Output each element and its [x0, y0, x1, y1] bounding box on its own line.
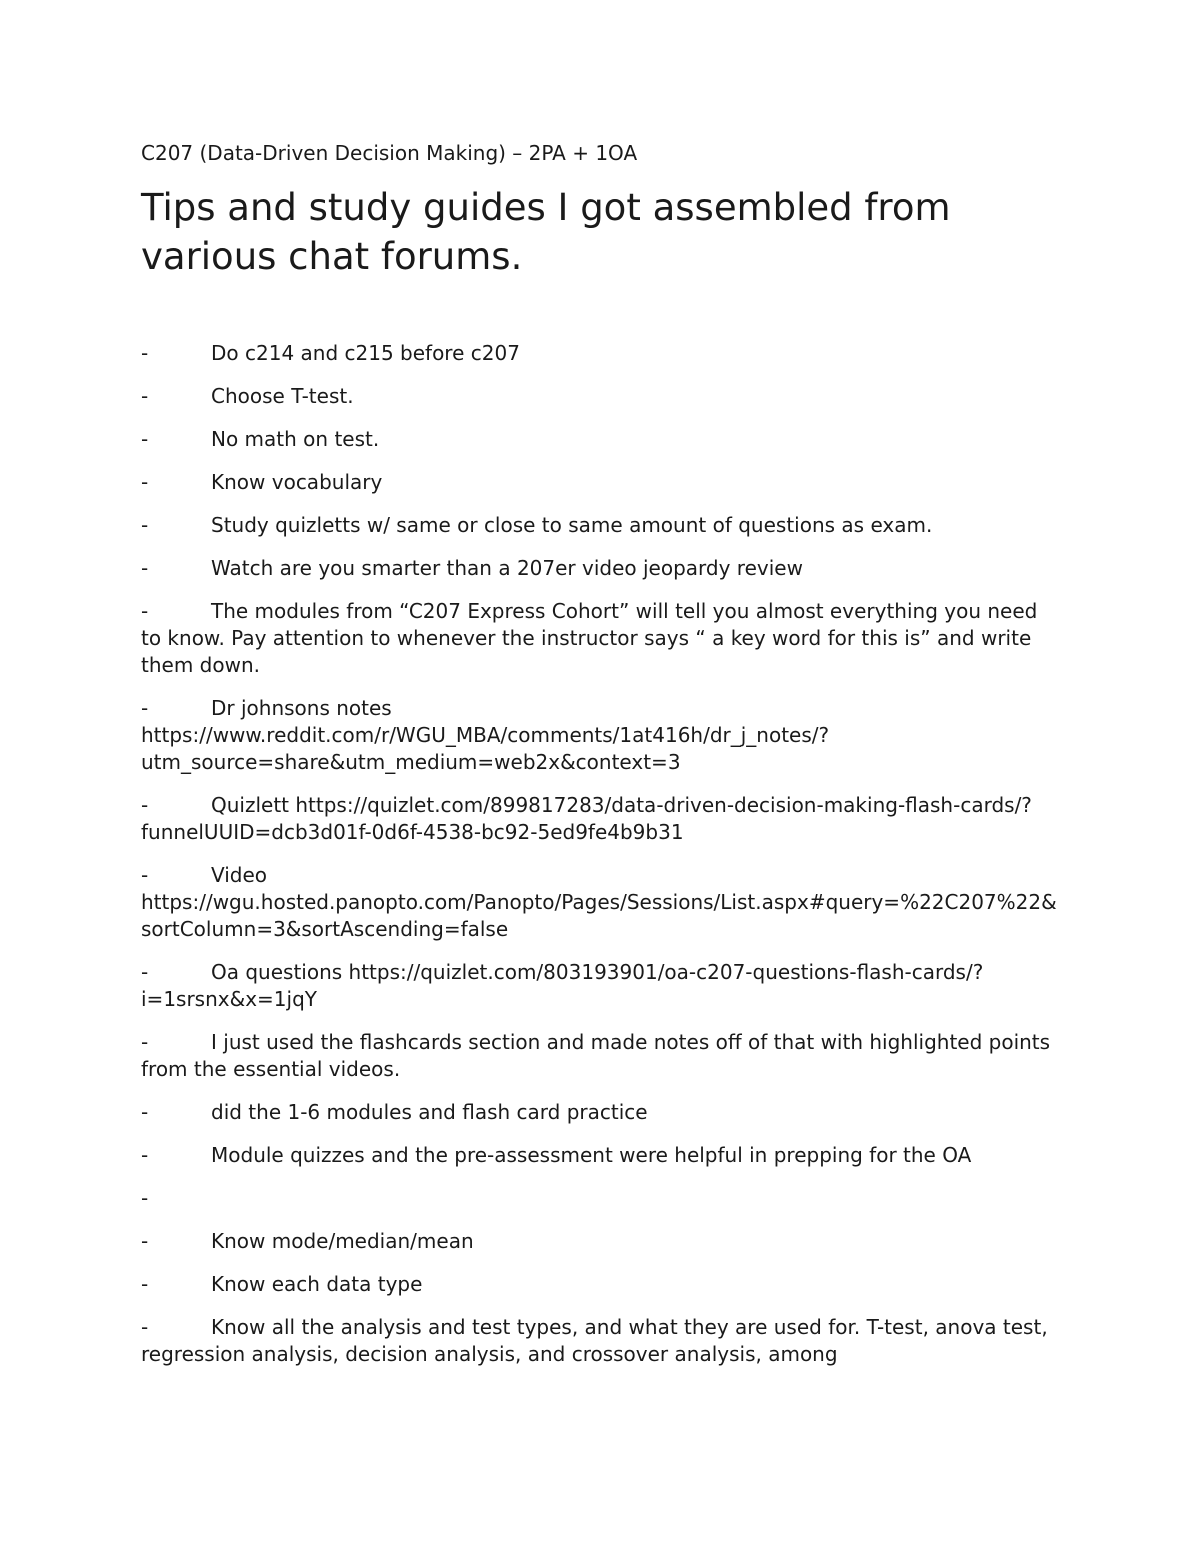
bullet-dash: - — [141, 384, 149, 408]
list-item — [141, 469, 1061, 496]
item-text: Know all the analysis and test types, and what they are used for. T-test, anova test, regression analysis, decision analysis, and crossover analysis, among — [141, 1315, 1048, 1366]
bullet-dash: - — [141, 960, 149, 984]
list-item — [141, 1228, 1061, 1255]
list-item — [141, 598, 1061, 679]
list-item — [141, 1099, 1061, 1126]
list-item — [141, 959, 1061, 1013]
item-text: The modules from “C207 Express Cohort” will tell you almost everything you need to know. Pay attention to whenever the instructor says “ a key word for this is” and write them down. — [141, 599, 1038, 677]
tips-list — [141, 340, 1061, 1384]
bullet-dash: - — [141, 427, 149, 451]
item-text: Do c214 and c215 before c207 — [211, 341, 520, 365]
list-item — [141, 383, 1061, 410]
item-text: Video https://wgu.hosted.panopto.com/Panopto/Pages/Sessions/List.aspx#query=%22C207%22&sortColumn=3&sortAscending=false — [141, 863, 1057, 941]
list-item — [141, 1271, 1061, 1298]
bullet-dash: - — [141, 1272, 149, 1296]
bullet-dash: - — [141, 1143, 149, 1167]
list-item — [141, 1314, 1061, 1368]
list-item — [141, 555, 1061, 582]
list-item — [141, 792, 1061, 846]
list-item — [141, 1029, 1061, 1083]
item-text: Dr johnsons notes https://www.reddit.com/r/WGU_MBA/comments/1at416h/dr_j_notes/?utm_source=share&utm_medium=web2x&context=3 — [141, 696, 830, 774]
document-subtitle: C207 (Data-Driven Decision Making) – 2PA + 1OA — [141, 141, 638, 165]
item-text: Choose T-test. — [211, 384, 354, 408]
bullet-dash: - — [141, 696, 149, 720]
bullet-dash: - — [141, 1315, 149, 1339]
bullet-dash: - — [141, 341, 149, 365]
bullet-dash: - — [141, 1229, 149, 1253]
item-text: did the 1-6 modules and flash card practice — [211, 1100, 648, 1124]
item-text: Know each data type — [211, 1272, 423, 1296]
bullet-dash: - — [141, 1100, 149, 1124]
bullet-dash: - — [141, 470, 149, 494]
item-text: Know mode/median/mean — [211, 1229, 474, 1253]
list-item — [141, 695, 1061, 776]
list-item — [141, 862, 1061, 943]
item-text: Study quizletts w/ same or close to same amount of questions as exam. — [211, 513, 933, 537]
list-item — [141, 1185, 1061, 1212]
item-text: Watch are you smarter than a 207er video jeopardy review — [211, 556, 803, 580]
item-text: Quizlett https://quizlet.com/899817283/data-driven-decision-making-flash-cards/?funnelUUID=dcb3d01f-0d6f-4538-bc92-5ed9fe4b9b31 — [141, 793, 1032, 844]
bullet-dash: - — [141, 556, 149, 580]
item-text: Module quizzes and the pre-assessment were helpful in prepping for the OA — [211, 1143, 972, 1167]
bullet-dash: - — [141, 1186, 149, 1210]
bullet-dash: - — [141, 599, 149, 623]
item-text: I just used the flashcards section and made notes off of that with highlighted points from the essential videos. — [141, 1030, 1051, 1081]
item-text: Oa questions https://quizlet.com/803193901/oa-c207-questions-flash-cards/?i=1srsnx&x=1jqY — [141, 960, 984, 1011]
bullet-dash: - — [141, 513, 149, 537]
bullet-dash: - — [141, 793, 149, 817]
item-text: Know vocabulary — [211, 470, 383, 494]
list-item — [141, 340, 1061, 367]
list-item — [141, 426, 1061, 453]
bullet-dash: - — [141, 863, 149, 887]
item-text: No math on test. — [211, 427, 380, 451]
list-item — [141, 512, 1061, 539]
document-title: Tips and study guides I got assembled from various chat forums. — [141, 186, 951, 278]
bullet-dash: - — [141, 1030, 149, 1054]
list-item — [141, 1142, 1061, 1169]
